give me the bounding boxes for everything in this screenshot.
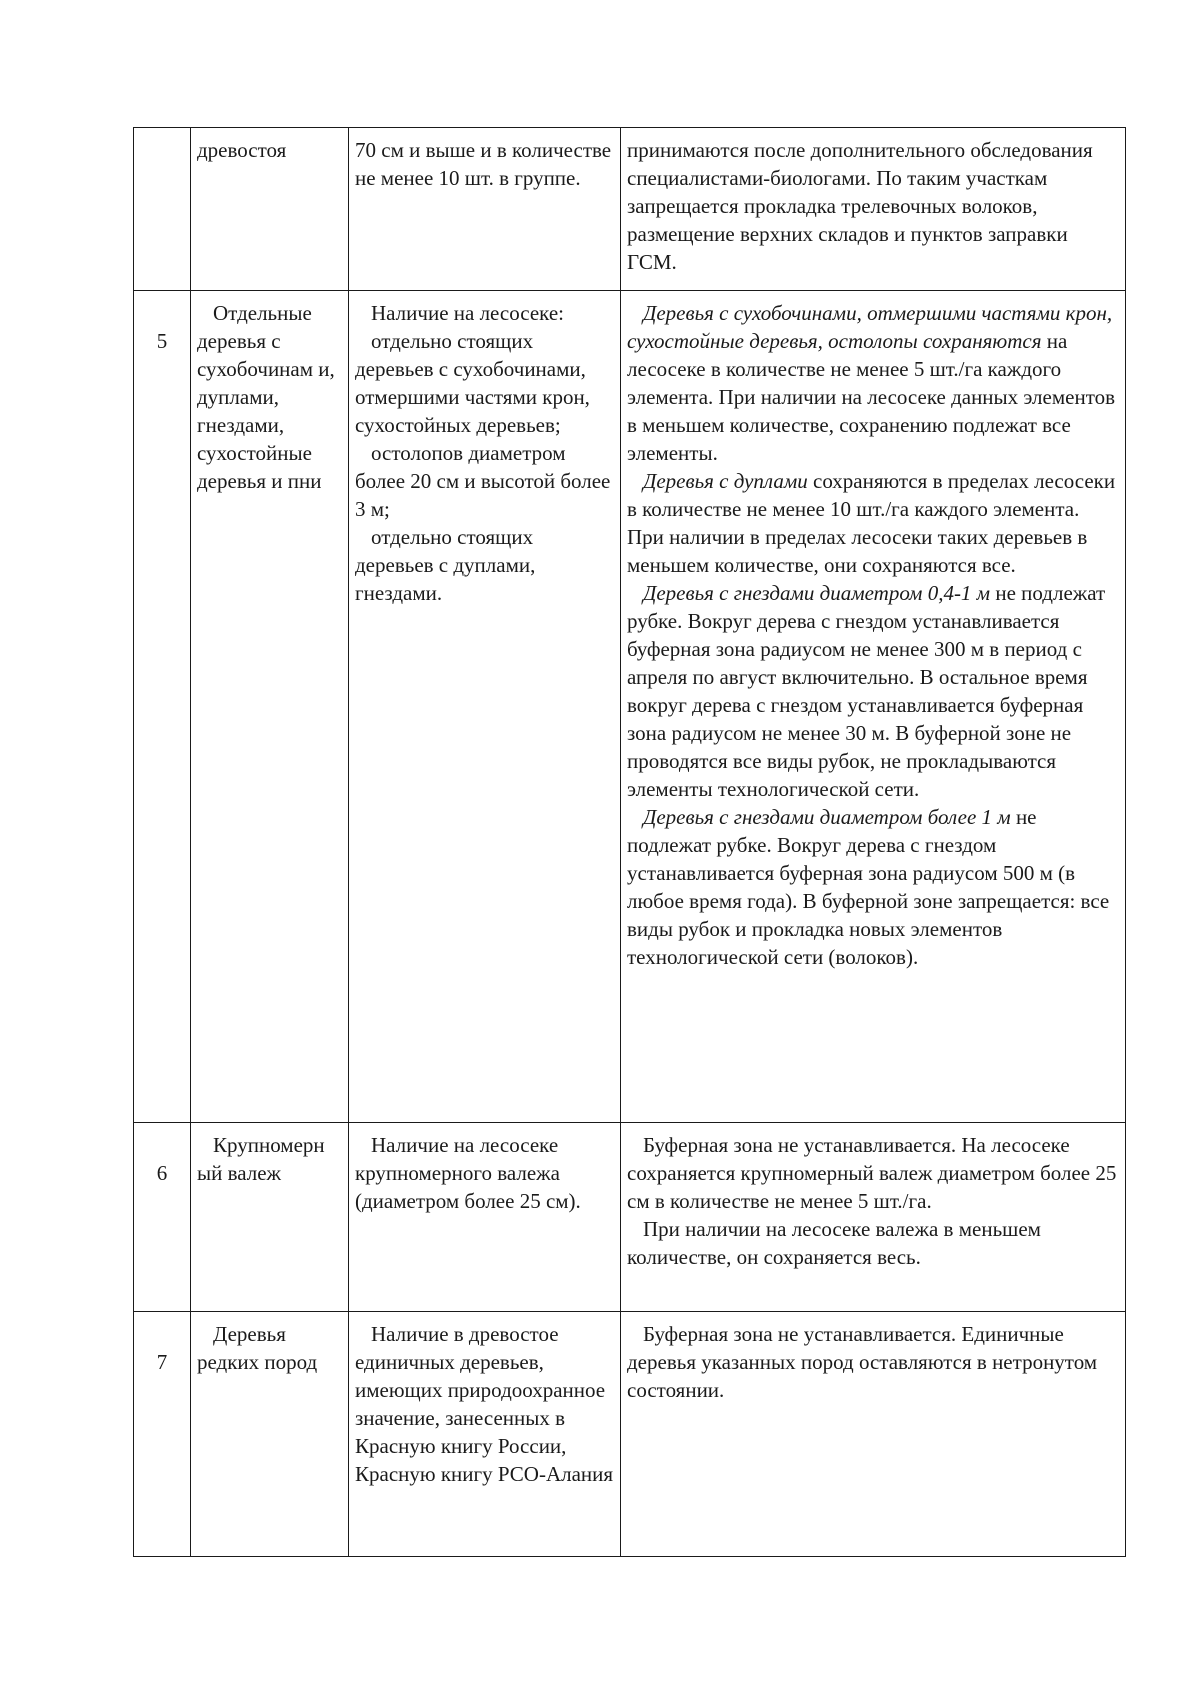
- rule-cell: [621, 1123, 1126, 1312]
- row-number: 5: [156, 329, 168, 353]
- rule-paragraph: [627, 467, 1119, 579]
- rule-text: не подлежат рубке. Вокруг дерева с гнездом устанавливается буферная зона радиусом 500 м (в любое время года). В буферной зоне запрещается: все виды рубок и прокладка новых элементов технологической сети (волоков).: [627, 805, 1110, 969]
- element-name: Крупномерн ый валеж: [197, 1133, 325, 1185]
- rule-paragraph: [627, 803, 1119, 971]
- rule-paragraph: [627, 136, 1119, 276]
- element-name-cell: [191, 128, 349, 291]
- rule-text: на лесосеке в количестве не менее 5 шт./га каждого элемента. При наличии на лесосеке данных элементов в меньшем количестве, сохранению подлежат все элементы.: [627, 329, 1116, 465]
- rule-text: Буферная зона не устанавливается. На лесосеке сохраняется крупномерный валеж диаметром более 25 см в количестве не менее 5 шт./га.: [627, 1133, 1117, 1213]
- row-number-cell: [134, 128, 191, 291]
- rule-cell: [621, 128, 1126, 291]
- table-row: [134, 128, 1126, 291]
- element-name: Отдельные деревья с сухобочинам и, дуплами, гнездами, сухостойные деревья и пни: [197, 301, 335, 493]
- condition-cell: [349, 291, 621, 1123]
- table-row: [134, 291, 1126, 1123]
- element-name-cell: [191, 291, 349, 1123]
- rule-text: сохраняются в пределах лесосеки в количестве не менее 10 шт./га каждого элемента. При наличии в пределах лесосеки таких деревьев в меньшем количестве, они сохраняются все.: [627, 469, 1116, 577]
- rule-text-italic: Деревья с сухобочинами, отмершими частями крон, сухостойные деревья, остолопы сохраняются: [627, 301, 1113, 353]
- row-number-cell: [134, 1312, 191, 1557]
- condition-cell: [349, 1123, 621, 1312]
- rule-text: Буферная зона не устанавливается. Единичные деревья указанных пород оставляются в нетронутом состоянии.: [627, 1322, 1098, 1402]
- rule-text-italic: Деревья с дуплами: [643, 469, 808, 493]
- row-number-cell: [134, 291, 191, 1123]
- condition-text: остолопов диаметром более 20 см и высотой более 3 м;: [355, 441, 611, 521]
- condition-text: отдельно стоящих деревьев с дуплами, гнездами.: [355, 525, 536, 605]
- protection-elements-table: [133, 127, 1126, 1557]
- element-name-cell: [191, 1123, 349, 1312]
- rule-paragraph: [627, 1320, 1119, 1404]
- rule-paragraph: [627, 579, 1119, 803]
- rule-cell: [621, 1312, 1126, 1557]
- element-name: Деревья редких пород: [197, 1322, 318, 1374]
- condition-text: Наличие в древостое единичных деревьев, имеющих природоохранное значение, занесенных в Красную книгу России, Красную книгу РСО-Алания: [355, 1322, 614, 1486]
- rule-text-italic: Деревья с гнездами диаметром более 1 м: [643, 805, 1011, 829]
- condition-text: Наличие на лесосеке:: [371, 301, 564, 325]
- row-number: 6: [156, 1161, 168, 1185]
- condition-text: Наличие на лесосеке крупномерного валежа (диаметром более 25 см).: [355, 1133, 581, 1213]
- rule-text: При наличии на лесосеке валежа в меньшем количестве, он сохраняется весь.: [627, 1217, 1041, 1269]
- rule-paragraph: [627, 299, 1119, 467]
- row-number-cell: [134, 1123, 191, 1312]
- table-row: [134, 1312, 1126, 1557]
- rule-text: принимаются после дополнительного обследования специалистами-биологами. По таким участкам запрещается прокладка трелевочных волоков, размещение верхних складов и пунктов заправки ГСМ.: [627, 138, 1093, 274]
- table-row: [134, 1123, 1126, 1312]
- rule-paragraph: [627, 1131, 1119, 1215]
- element-name-cell: [191, 1312, 349, 1557]
- condition-text: 70 см и выше и в количестве не менее 10 шт. в группе.: [355, 138, 612, 190]
- condition-cell: [349, 1312, 621, 1557]
- rule-text-italic: Деревья с гнездами диаметром 0,4-1 м: [643, 581, 991, 605]
- rule-text: не подлежат рубке. Вокруг дерева с гнездом устанавливается буферная зона радиусом не менее 300 м в период с апреля по август включительно. В остальное время вокруг дерева с гнездом устанавливается буферная зона радиусом не менее 30 м. В буферной зоне не проводятся все виды рубок, не прокладываются элементы технологической сети.: [627, 581, 1106, 801]
- condition-text: отдельно стоящих деревьев с сухобочинами, отмершими частями крон, сухостойных деревьев;: [355, 329, 590, 437]
- rule-paragraph: [627, 1215, 1119, 1271]
- condition-cell: [349, 128, 621, 291]
- element-name: древостоя: [197, 138, 287, 162]
- rule-cell: [621, 291, 1126, 1123]
- row-number: 7: [156, 1350, 168, 1374]
